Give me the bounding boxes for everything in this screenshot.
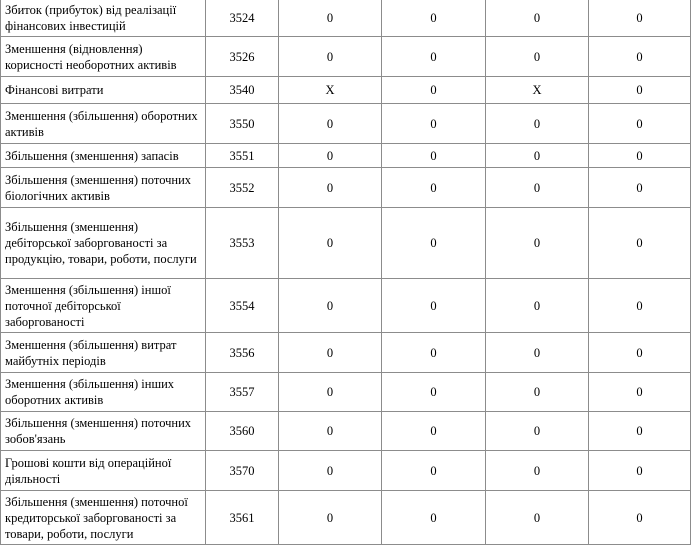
value-cell: 0 [279, 491, 382, 545]
value-cell: 0 [589, 451, 691, 491]
value-cell: 0 [589, 412, 691, 451]
value-cell: 0 [589, 168, 691, 208]
value-cell: 0 [486, 279, 589, 333]
value-cell: 0 [382, 208, 486, 279]
value-cell: 0 [486, 37, 589, 77]
table-row [1, 37, 691, 77]
value-cell: 0 [279, 144, 382, 168]
row-label: Збільшення (зменшення) дебіторської заборгованості за продукцію, товари, роботи, послуги [1, 208, 206, 279]
row-label: Збільшення (зменшення) поточних зобов'язань [1, 412, 206, 451]
row-code: 3554 [206, 279, 279, 333]
row-label: Збиток (прибуток) від реалізації фінансових інвестицій [1, 0, 206, 37]
row-code: 3560 [206, 412, 279, 451]
value-cell: 0 [589, 0, 691, 37]
value-cell: 0 [382, 491, 486, 545]
value-cell: 0 [486, 333, 589, 373]
value-cell: X [486, 77, 589, 104]
row-code: 3526 [206, 37, 279, 77]
value-cell: 0 [589, 37, 691, 77]
table-row [1, 0, 691, 37]
value-cell: 0 [589, 144, 691, 168]
value-cell: 0 [486, 451, 589, 491]
value-cell: 0 [382, 373, 486, 412]
table-row [1, 144, 691, 168]
value-cell: 0 [279, 208, 382, 279]
table-row [1, 104, 691, 144]
row-code: 3550 [206, 104, 279, 144]
value-cell: 0 [486, 168, 589, 208]
row-label: Фінансові витрати [1, 77, 206, 104]
value-cell: 0 [382, 412, 486, 451]
row-label: Зменшення (відновлення) корисності необоротних активів [1, 37, 206, 77]
row-label: Зменшення (збільшення) оборотних активів [1, 104, 206, 144]
value-cell: X [279, 77, 382, 104]
value-cell: 0 [589, 77, 691, 104]
table-row [1, 279, 691, 333]
row-label: Збільшення (зменшення) поточної кредиторської заборгованості за товари, роботи, послуги [1, 491, 206, 545]
value-cell: 0 [279, 412, 382, 451]
value-cell: 0 [589, 491, 691, 545]
value-cell: 0 [279, 451, 382, 491]
row-label: Грошові кошти від операційної діяльності [1, 451, 206, 491]
table-row [1, 208, 691, 279]
row-code: 3553 [206, 208, 279, 279]
table-row [1, 412, 691, 451]
value-cell: 0 [382, 333, 486, 373]
row-label: Збільшення (зменшення) запасів [1, 144, 206, 168]
value-cell: 0 [279, 37, 382, 77]
value-cell: 0 [486, 104, 589, 144]
value-cell: 0 [486, 491, 589, 545]
row-code: 3552 [206, 168, 279, 208]
value-cell: 0 [486, 144, 589, 168]
row-label: Зменшення (збільшення) іншої поточної дебіторської заборгованості [1, 279, 206, 333]
value-cell: 0 [589, 104, 691, 144]
row-code: 3540 [206, 77, 279, 104]
row-code: 3556 [206, 333, 279, 373]
table-row [1, 373, 691, 412]
row-code: 3557 [206, 373, 279, 412]
value-cell: 0 [589, 279, 691, 333]
table-row [1, 77, 691, 104]
table-row [1, 333, 691, 373]
value-cell: 0 [589, 333, 691, 373]
value-cell: 0 [589, 208, 691, 279]
value-cell: 0 [589, 373, 691, 412]
value-cell: 0 [382, 37, 486, 77]
row-code: 3561 [206, 491, 279, 545]
value-cell: 0 [486, 0, 589, 37]
value-cell: 0 [486, 373, 589, 412]
table-body [1, 0, 691, 545]
value-cell: 0 [382, 144, 486, 168]
value-cell: 0 [382, 104, 486, 144]
value-cell: 0 [279, 104, 382, 144]
row-code: 3570 [206, 451, 279, 491]
value-cell: 0 [279, 168, 382, 208]
table-row [1, 168, 691, 208]
row-label: Зменшення (збільшення) витрат майбутніх періодів [1, 333, 206, 373]
value-cell: 0 [382, 279, 486, 333]
value-cell: 0 [279, 279, 382, 333]
row-code: 3551 [206, 144, 279, 168]
value-cell: 0 [382, 168, 486, 208]
row-label: Зменшення (збільшення) інших оборотних активів [1, 373, 206, 412]
row-label: Збільшення (зменшення) поточних біологічних активів [1, 168, 206, 208]
table-row [1, 491, 691, 545]
table-row [1, 451, 691, 491]
value-cell: 0 [279, 333, 382, 373]
value-cell: 0 [382, 77, 486, 104]
value-cell: 0 [486, 208, 589, 279]
value-cell: 0 [279, 373, 382, 412]
row-code: 3524 [206, 0, 279, 37]
value-cell: 0 [279, 0, 382, 37]
value-cell: 0 [486, 412, 589, 451]
value-cell: 0 [382, 0, 486, 37]
value-cell: 0 [382, 451, 486, 491]
